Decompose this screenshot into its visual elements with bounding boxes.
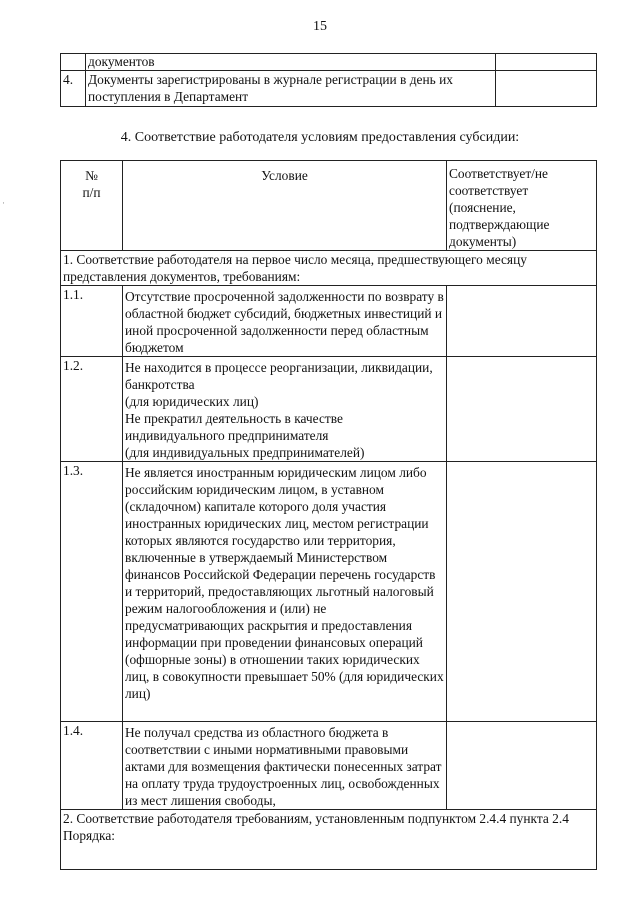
row-text: Документы зарегистрированы в журнале регистрации в день их поступления в Департамент <box>86 71 496 107</box>
group-row <box>61 810 597 870</box>
page-number: 15 <box>313 19 327 34</box>
row-text: Отсутствие просроченной задолженности по возврату в областной бюджет субсидий, бюджетных инвестиций и иной просроченной задолженности перед областным бюджетом <box>123 286 447 357</box>
row-check <box>496 71 597 107</box>
header-number: № п/п <box>61 161 123 251</box>
row-text: Не является иностранным юридическим лицом либо российским юридическим лицом, в уставном (складочном) капитале которого доля участия иностранных юридических лиц, местом регистрации которых являются государство или территория, включенные в утверждаемый Министерством финансов Российской Федерации перечень государств и территорий, предоставляющих льготный налоговый режим налогообложения и (или) не предусматривающих раскрытия и предоставления информации при проведении финансовых операций (офшорные зоны) в отношении таких юридических лиц, в совокупности превышает 50% (для юридических лиц) <box>123 462 447 722</box>
header-condition: Условие <box>123 161 447 251</box>
top-table <box>60 53 597 107</box>
row-text-line: Не находится в процессе реорганизации, ликвидации, банкротства <box>125 360 433 392</box>
row-text: документов <box>86 54 496 71</box>
row-compliance <box>447 462 597 722</box>
row-text <box>123 357 447 462</box>
row-number: 1.4. <box>61 722 123 810</box>
group-2-title: 2. Соответствие работодателя требованиям, установленным подпунктом 2.4.4 пункта 2.4 Порядка: <box>61 810 597 870</box>
conditions-table <box>60 160 597 870</box>
row-number: 4. <box>61 71 86 107</box>
row-compliance <box>447 357 597 462</box>
table-row <box>61 286 597 357</box>
row-text-line: Не прекратил деятельность в качестве индивидуального предпринимателя <box>125 411 343 443</box>
row-compliance <box>447 286 597 357</box>
row-check <box>496 54 597 71</box>
table-row <box>61 462 597 722</box>
row-number: 1.2. <box>61 357 123 462</box>
row-number: 1.3. <box>61 462 123 722</box>
table-row <box>61 722 597 810</box>
header-row <box>61 161 597 251</box>
row-number: 1.1. <box>61 286 123 357</box>
table-row <box>61 71 597 107</box>
row-text-line: (для индивидуальных предпринимателей) <box>125 445 365 460</box>
group-1-title: 1. Соответствие работодателя на первое число месяца, предшествующего месяцу представления документов, требованиям: <box>61 251 597 286</box>
row-text: Не получал средства из областного бюджета в соответствии с иными нормативными правовыми актами для возмещения фактически понесенных затрат на оплату труда трудоустроенных лиц, освобожденных из мест лишения свободы, <box>123 722 447 810</box>
header-compliance: Соответствует/не соответствует (пояснение, подтверждающие документы) <box>447 161 597 251</box>
table-row <box>61 357 597 462</box>
row-compliance <box>447 722 597 810</box>
margin-mark: · <box>2 198 5 208</box>
row-text-line: (для юридических лиц) <box>125 394 259 409</box>
table-row <box>61 54 597 71</box>
group-row <box>61 251 597 286</box>
row-number <box>61 54 86 71</box>
section-heading: 4. Соответствие работодателя условиям предоставления субсидии: <box>120 130 520 145</box>
